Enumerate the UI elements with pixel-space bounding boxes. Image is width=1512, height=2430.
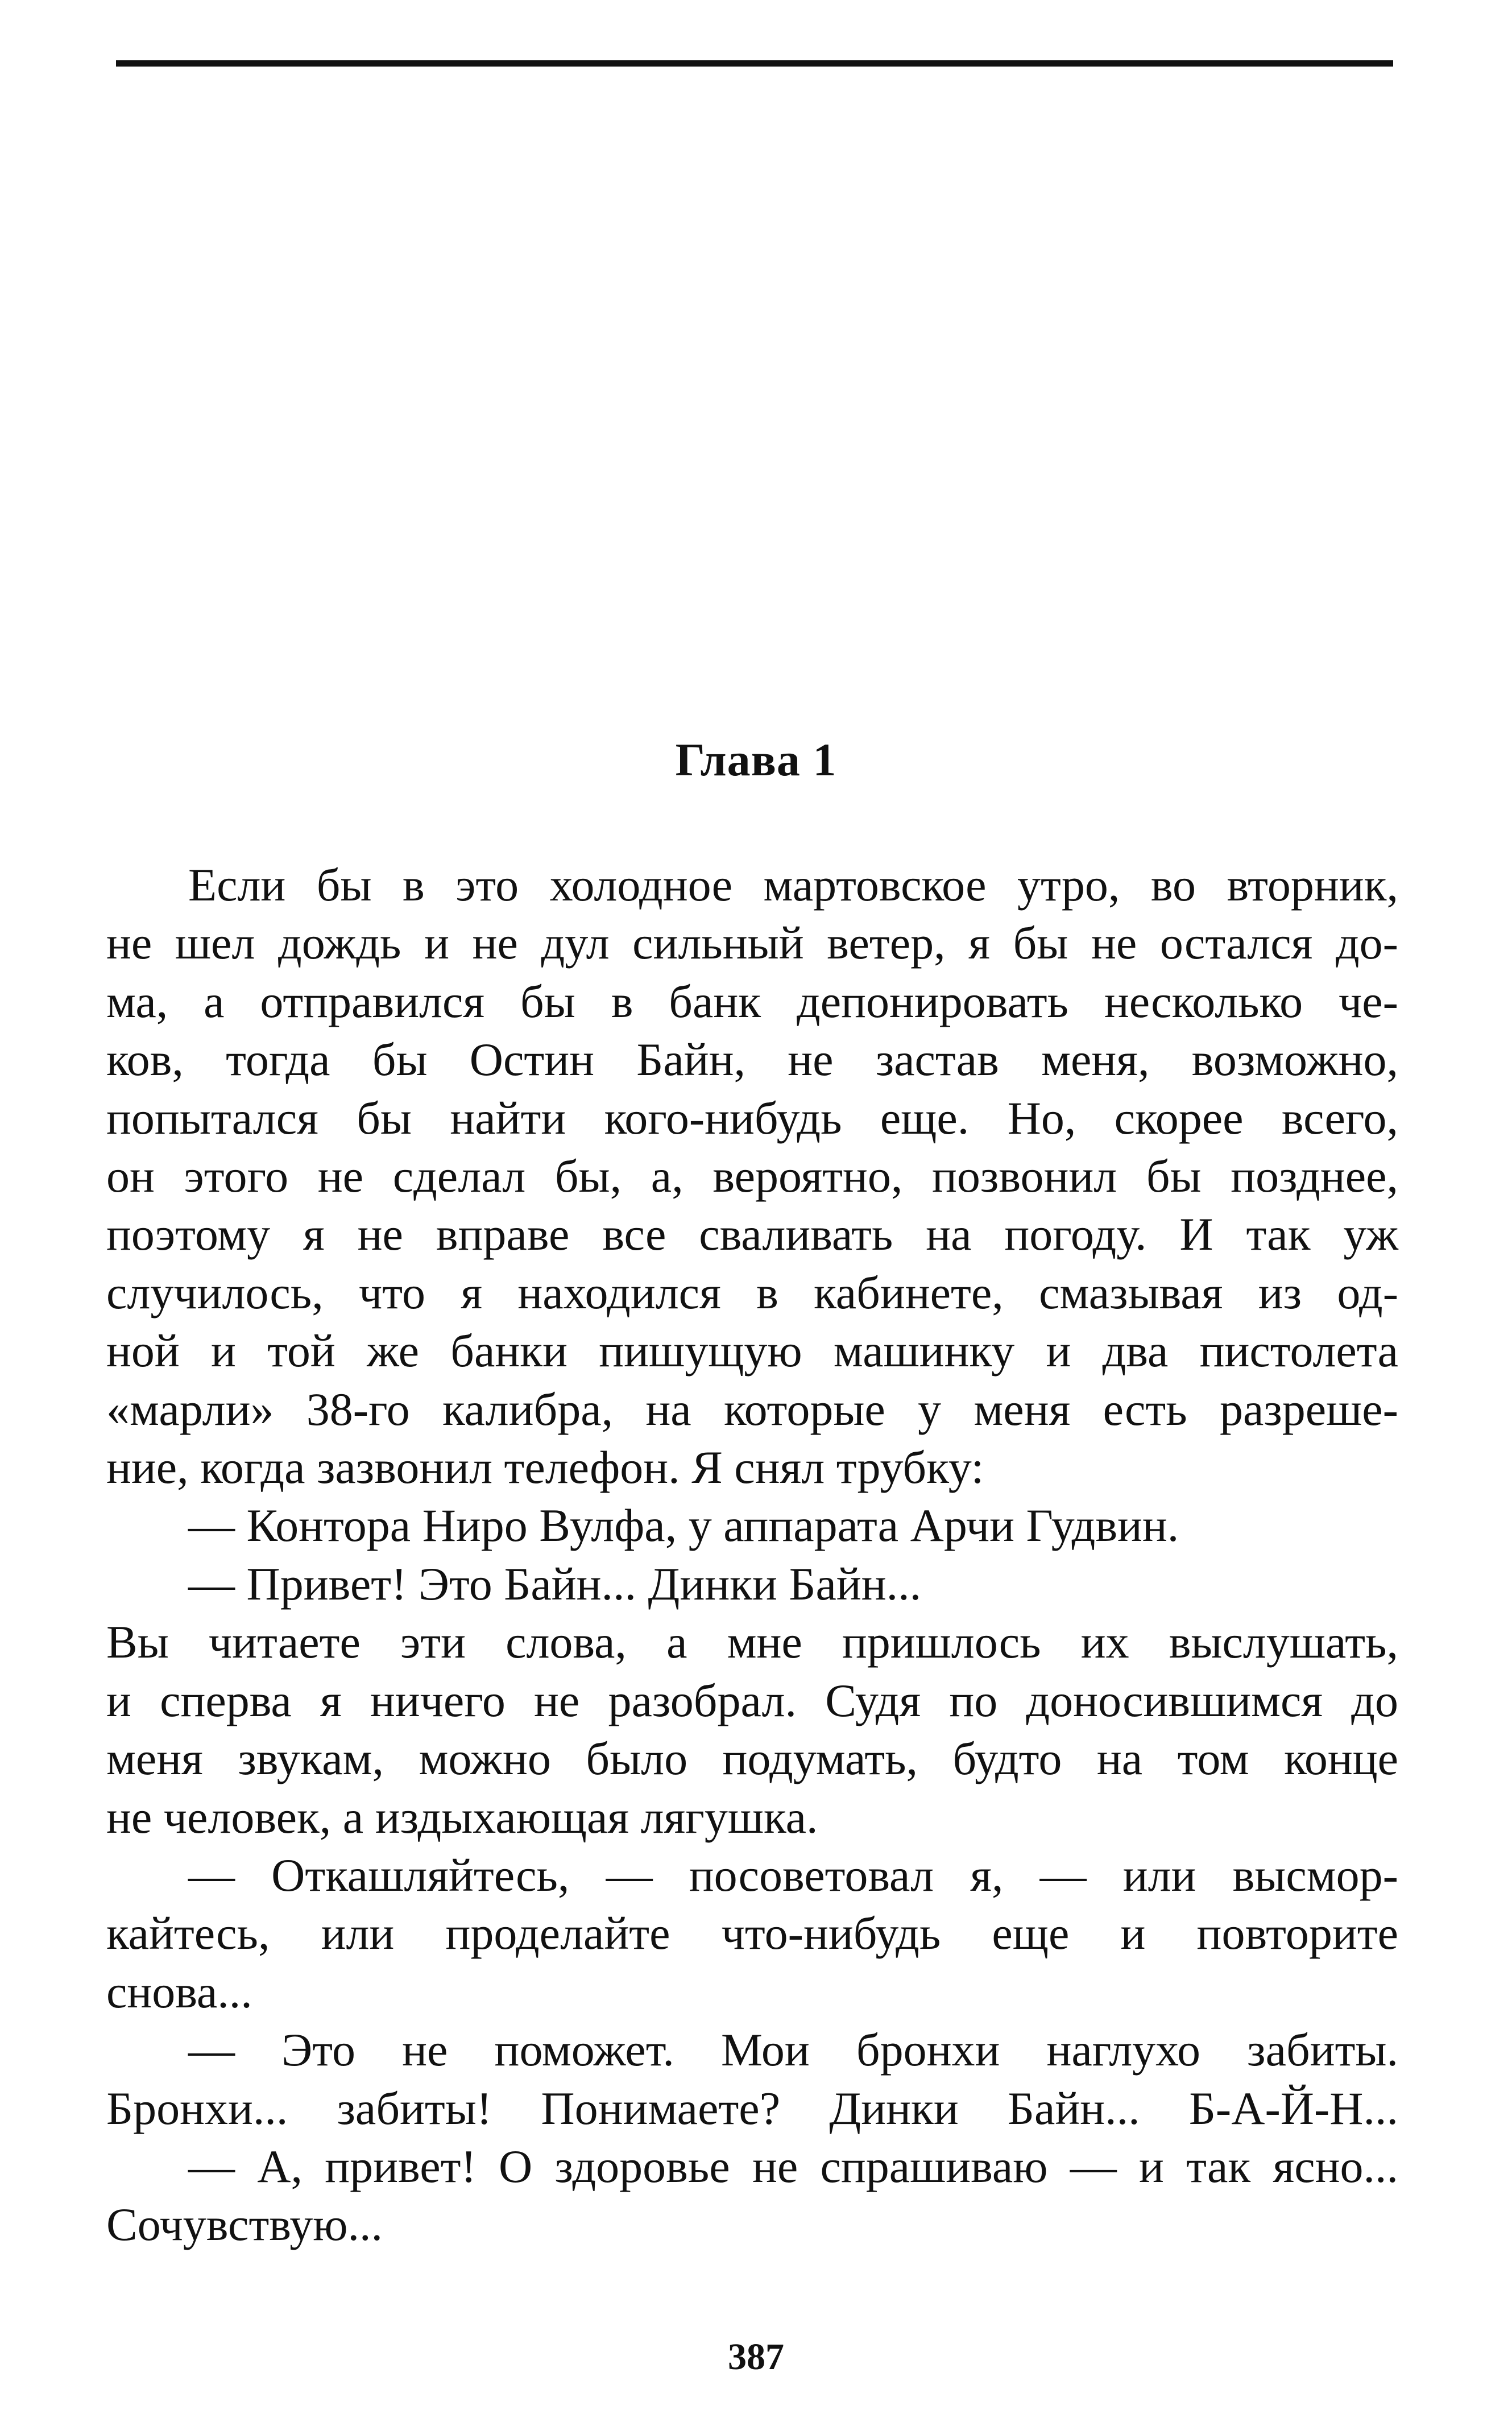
- text-line: попытался бы найти кого-нибудь еще. Но, скорее всего,: [106, 1092, 1398, 1144]
- text-line: Сочувствую...: [106, 2198, 383, 2251]
- dialogue-line: — Откашляйтесь, — посоветовал я, — или высмор-: [188, 1849, 1398, 1901]
- paragraph: [106, 856, 1398, 1497]
- text-line: и сперва я ничего не разобрал. Судя по доносившимся до: [106, 1674, 1398, 1726]
- paragraph: [106, 2138, 1398, 2254]
- dialogue-line: — Контора Ниро Вулфа, у аппарата Арчи Гудвин.: [188, 1499, 1179, 1552]
- dialogue-line: — А, привет! О здоровье не спрашиваю — и так ясно...: [188, 2140, 1398, 2192]
- text-line: Бронхи... забиты! Понимаете? Динки Байн... Б-А-Й-Н...: [106, 2082, 1398, 2134]
- text-line: Если бы в это холодное мартовское утро, во вторник,: [188, 859, 1398, 911]
- text-line: ной и той же банки пишущую машинку и два пистолета: [106, 1325, 1398, 1377]
- text-line: поэтому я не вправе все сваливать на погоду. И так уж: [106, 1208, 1398, 1261]
- text-line: не шел дождь и не дул сильный ветер, я бы не остался до-: [106, 917, 1398, 969]
- paragraph: [106, 1555, 1398, 1613]
- text-line: не человек, а издыхающая лягушка.: [106, 1791, 818, 1843]
- dialogue-line: — Привет! Это Байн... Динки Байн...: [188, 1557, 922, 1610]
- text-line: ков, тогда бы Остин Байн, не застав меня, возможно,: [106, 1034, 1398, 1086]
- chapter-title: Глава 1: [675, 734, 837, 786]
- dialogue-line: — Это не поможет. Мои бронхи наглухо забиты.: [188, 2024, 1398, 2076]
- paragraph: [106, 1846, 1398, 2021]
- text-line: «марли» 38-го калибра, на которые у меня есть разреше-: [106, 1383, 1398, 1435]
- text-line: Вы читаете эти слова, а мне пришлось их выслушать,: [106, 1616, 1398, 1668]
- paragraph: [106, 2021, 1398, 2138]
- paragraph: [106, 1497, 1398, 1555]
- page-number: 387: [728, 2336, 784, 2378]
- text-line: ма, а отправился бы в банк депонировать несколько че-: [106, 975, 1398, 1027]
- text-line: меня звукам, можно было подумать, будто на том конце: [106, 1733, 1398, 1785]
- paragraph: [106, 1613, 1398, 1846]
- text-line: ние, когда зазвонил телефон. Я снял трубку:: [106, 1441, 984, 1494]
- header-rule: [116, 60, 1393, 67]
- text-line: случилось, что я находился в кабинете, смазывая из од-: [106, 1266, 1398, 1319]
- text-line: он этого не сделал бы, а, вероятно, позвонил бы позднее,: [106, 1150, 1398, 1202]
- text-line: кайтесь, или проделайте что-нибудь еще и повторите: [106, 1907, 1398, 1960]
- text-line: снова...: [106, 1965, 252, 2018]
- body-text: [106, 856, 1398, 2254]
